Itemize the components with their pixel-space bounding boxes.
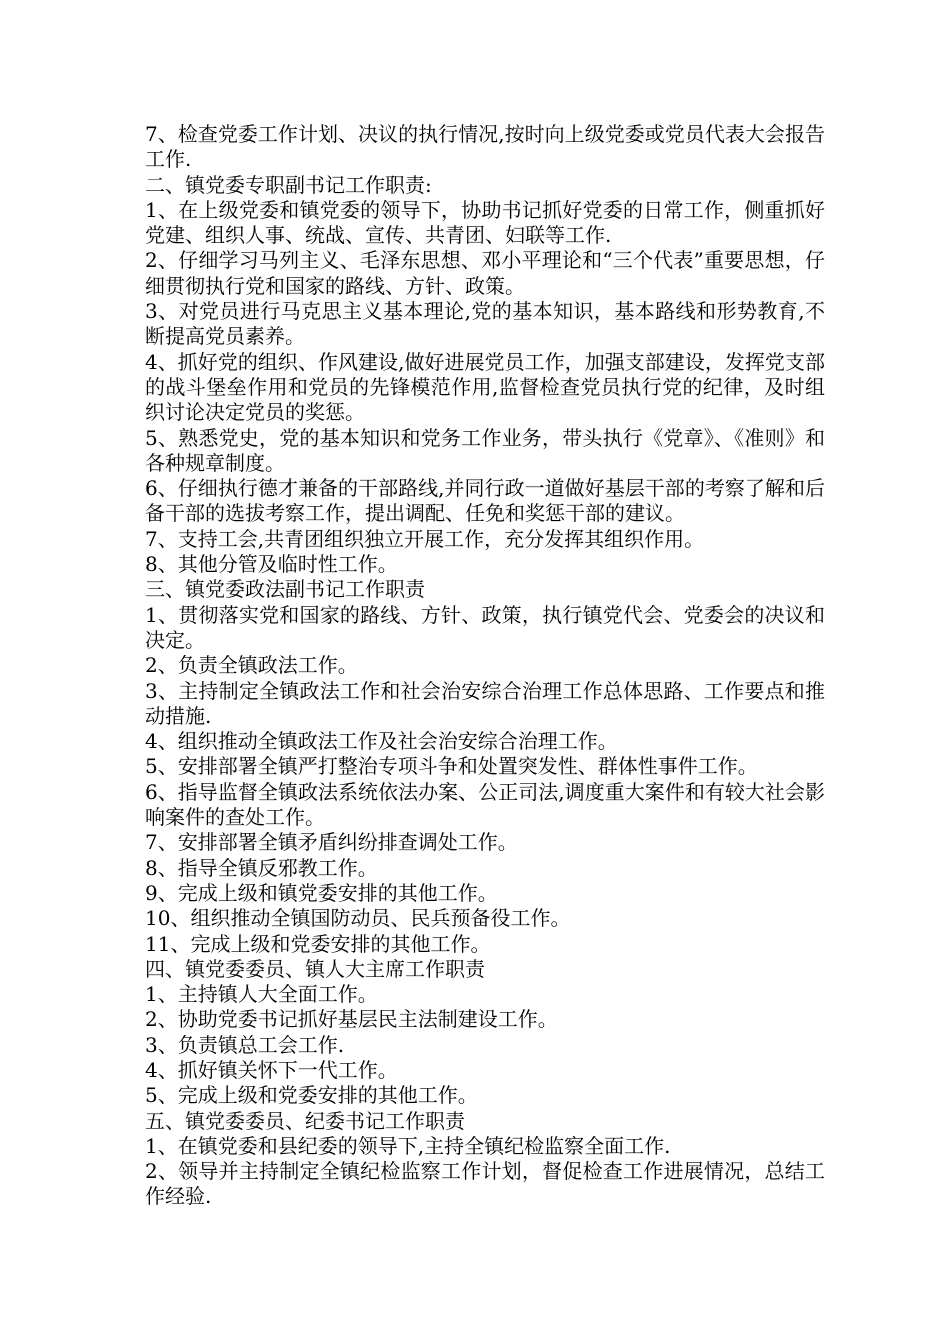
- paragraph-26: 3、负责镇总工会工作.: [145, 1032, 345, 1057]
- paragraph-18: 7、安排部署全镇矛盾纠纷排查调处工作。: [145, 830, 518, 855]
- paragraph-30: 1、在镇党委和县纪委的领导下,主持全镇纪检监察全面工作.: [145, 1133, 671, 1158]
- paragraph-15: 4、组织推动全镇政法工作及社会治安综合治理工作。: [145, 729, 618, 754]
- section-heading-3: 三、镇党委政法副书记工作职责: [145, 577, 425, 602]
- paragraph-21: 10、组织推动全镇国防动员、民兵预备役工作。: [145, 906, 571, 931]
- paragraph-14: 3、主持制定全镇政法工作和社会治安综合治理工作总体思路、工作要点和推动措施.: [145, 678, 825, 728]
- paragraph-4: 2、仔细学习马列主义、毛泽东思想、邓小平理论和“三个代表”重要思想，仔细贯彻执行党和国家的路线、方针、政策。: [145, 248, 825, 298]
- paragraph-16: 5、安排部署全镇严打整治专项斗争和处置突发性、群体性事件工作。: [145, 754, 758, 779]
- paragraph-1: 7、检查党委工作计划、决议的执行情况,按时向上级党委或党员代表大会报告工作.: [145, 122, 825, 172]
- paragraph-12: 1、贯彻落实党和国家的路线、方针、政策，执行镇党代会、党委会的决议和决定。: [145, 602, 825, 652]
- paragraph-13: 2、负责全镇政法工作。: [145, 653, 358, 678]
- document-body: [145, 122, 825, 1210]
- paragraph-7: 5、熟悉党史，党的基本知识和党务工作业务，带头执行《党章》、《准则》和各种规章制度。: [145, 425, 825, 475]
- section-heading-5: 五、镇党委委员、纪委书记工作职责: [145, 1108, 465, 1133]
- paragraph-25: 2、协助党委书记抓好基层民主法制建设工作。: [145, 1007, 558, 1032]
- paragraph-17: 6、指导监督全镇政法系统依法办案、公正司法,调度重大案件和有较大社会影响案件的查处工作。: [145, 779, 825, 830]
- paragraph-8: 6、仔细执行德才兼备的干部路线,并同行政一道做好基层干部的考察了解和后备干部的选拔考察工作，提出调配、任免和奖惩干部的建议。: [145, 476, 825, 526]
- paragraph-31: 2、领导并主持制定全镇纪检监察工作计划，督促检查工作进展情况，总结工作经验.: [145, 1159, 825, 1209]
- paragraph-28: 5、完成上级和党委安排的其他工作。: [145, 1083, 478, 1108]
- paragraph-27: 4、抓好镇关怀下一代工作。: [145, 1057, 398, 1082]
- paragraph-19: 8、指导全镇反邪教工作。: [145, 855, 378, 880]
- paragraph-22: 11、完成上级和党委安排的其他工作。: [145, 931, 491, 956]
- paragraph-10: 8、其他分管及临时性工作。: [145, 552, 398, 577]
- paragraph-3: 1、在上级党委和镇党委的领导下，协助书记抓好党委的日常工作，侧重抓好党建、组织人事、统战、宣传、共青团、妇联等工作.: [145, 197, 825, 248]
- paragraph-5: 3、对党员进行马克思主义基本理论,党的基本知识，基本路线和形势教育,不断提高党员素养。: [145, 299, 825, 349]
- paragraph-9: 7、支持工会,共青团组织独立开展工作，充分发挥其组织作用。: [145, 526, 705, 551]
- paragraph-6: 4、抓好党的组织、作风建设,做好进展党员工作，加强支部建设，发挥党支部的战斗堡垒作用和党员的先锋模范作用,监督检查党员执行党的纪律，及时组织讨论决定党员的奖惩。: [145, 349, 825, 425]
- paragraph-24: 1、主持镇人大全面工作。: [145, 982, 378, 1007]
- paragraph-20: 9、完成上级和镇党委安排的其他工作。: [145, 880, 498, 905]
- section-heading-2: 二、镇党委专职副书记工作职责:: [145, 172, 432, 197]
- section-heading-4: 四、镇党委委员、镇人大主席工作职责: [145, 956, 485, 981]
